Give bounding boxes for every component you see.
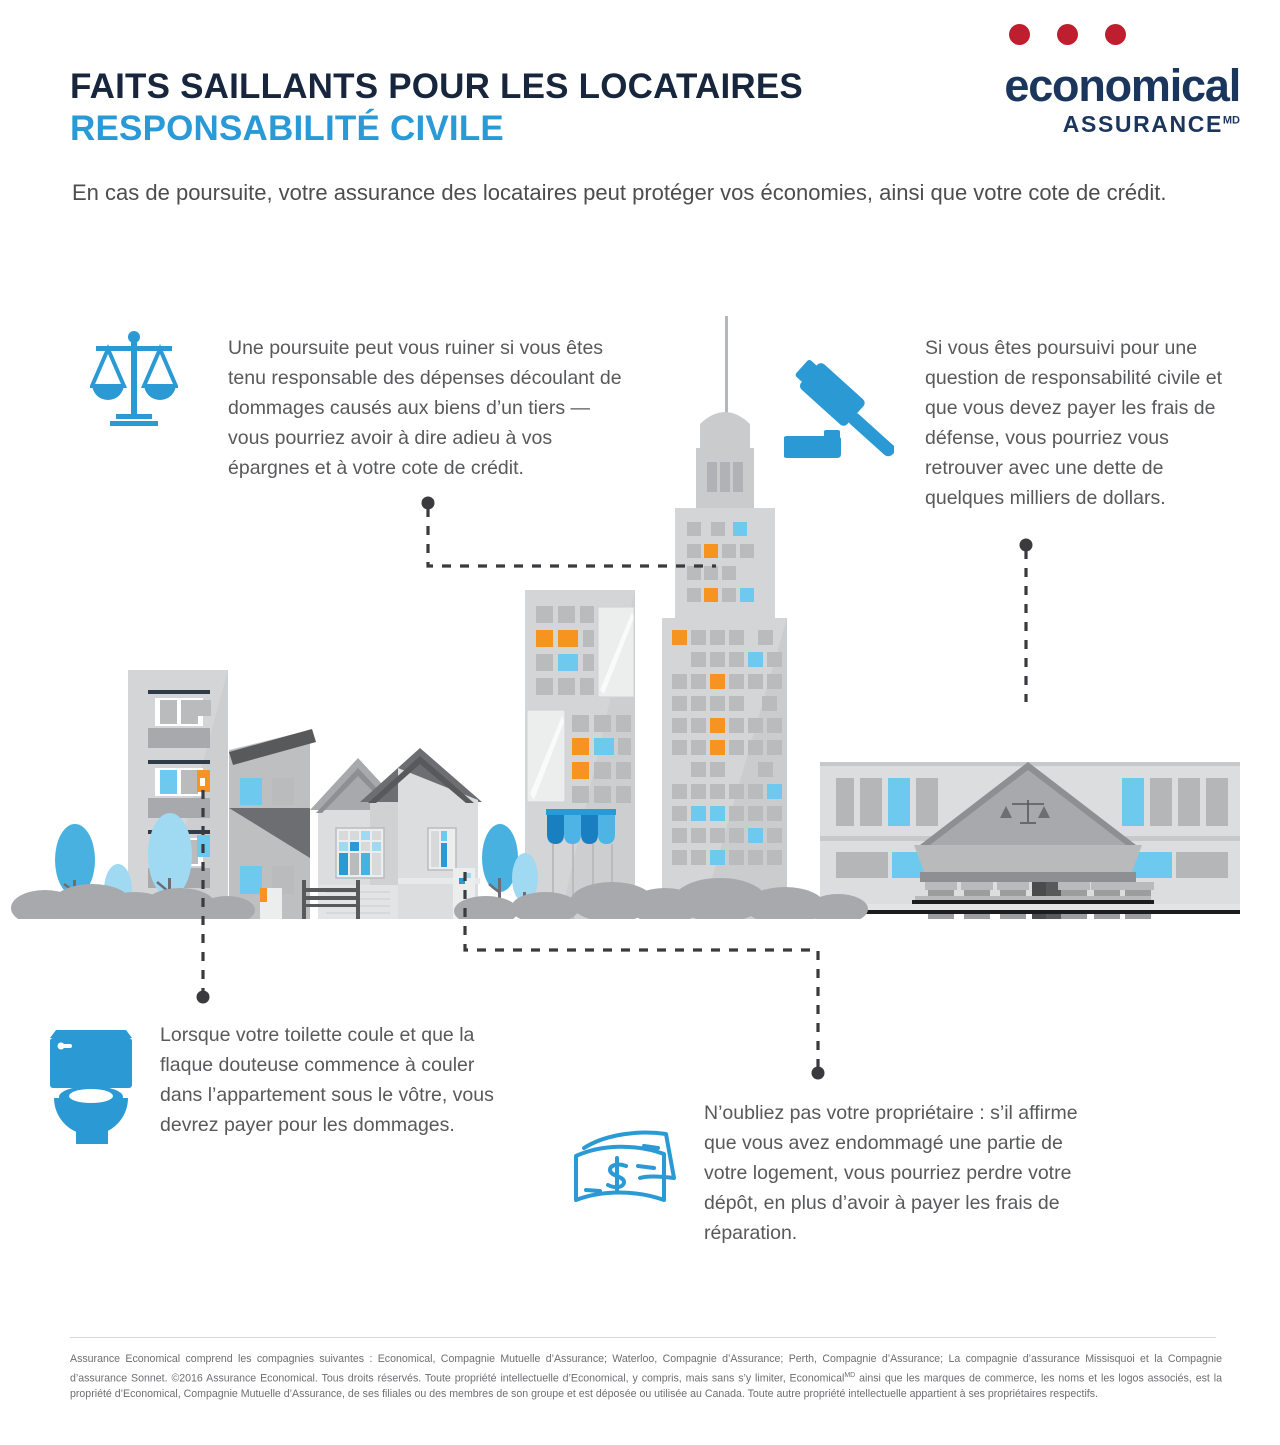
logo-dot-icon [1057,24,1078,45]
callout-money-text: N’oubliez pas votre propriétaire : s’il affirme que vous avez endommagé une partie de votre logement, vous pourriez perdre votre dépôt, en plus d’avoir à payer les frais de réparation. [704,1102,1078,1244]
logo-wordmark: economical [1004,60,1240,111]
page-title-line2: RESPONSABILITÉ CIVILE [70,109,504,148]
callout-toilet [160,1020,520,1140]
callout-scales [228,333,628,483]
logo-dot-icon [1105,24,1126,45]
gavel-icon [784,360,894,470]
footer-trademark-mark: MD [844,1371,856,1379]
logo-subtitle [992,111,1242,138]
callout-money [704,1098,1094,1248]
page-title [70,66,803,150]
callout-gavel-text: Si vous êtes poursuivi pour une question de responsabilité civile et que vous devez payer les frais de défense, vous pourriez vous retrouver avec une dette de quelques milliers de dollars. [925,337,1223,509]
scales-of-justice-icon [90,328,178,437]
page-title-line1: FAITS SAILLANTS POUR LES LOCATAIRES [70,67,803,106]
logo-dots [992,24,1242,45]
callout-toilet-text: Lorsque votre toilette coule et que la flaque douteuse commence à couler dans l’appartement sous le vôtre, vous devrez payer pour les dommages. [160,1024,494,1136]
callout-gavel [925,333,1225,513]
footer-text-part1: Assurance Economical comprend les compagnies suivantes : Economical, Compagnie Mutuelle d’Assurance; Waterloo, Compagnie d’Assurance; Perth, Compagnie d’Assurance; La compagnie d’assurance Missisquoi et la Compagnie d’assurance Sonnet. ©2016 Assurance Economical. Tous droits réservés. Toute propriété intellectuelle d’Economical, y compris, mais sans s’y limiter, Economical [70,1353,1222,1385]
footer-divider [70,1337,1216,1338]
connector-dot [197,991,210,1004]
logo-dot-icon [1009,24,1030,45]
footer-legal-text [70,1352,1222,1402]
intro-paragraph: En cas de poursuite, votre assurance des locataires peut protéger vos économies, ainsi que votre cote de crédit. [72,180,1167,205]
connector-dot [812,1067,825,1080]
economical-logo [992,24,1242,138]
toilet-icon [46,1022,142,1152]
footer-text-part2: ainsi que les marques de commerce, les noms et les logos associés, est la propriété d’Economical, Compagnie Mutuelle d’Assurance, de ses filiales ou des membres de son groupe et est déposée ou utilisée au Canada. Toute autre propriété intellectuelle appartient à ses propriétaires respectifs. [70,1372,1222,1400]
callout-scales-text: Une poursuite peut vous ruiner si vous êtes tenu responsable des dépenses découlant de dommages causés aux biens d’un tiers — vous pourriez avoir à dire adieu à vos épargnes et à votre cote de crédit. [228,337,622,479]
logo-subtitle-text: ASSURANCE [1062,111,1223,137]
logo-trademark-mark: MD [1222,114,1240,127]
cash-bills-icon [570,1122,682,1219]
